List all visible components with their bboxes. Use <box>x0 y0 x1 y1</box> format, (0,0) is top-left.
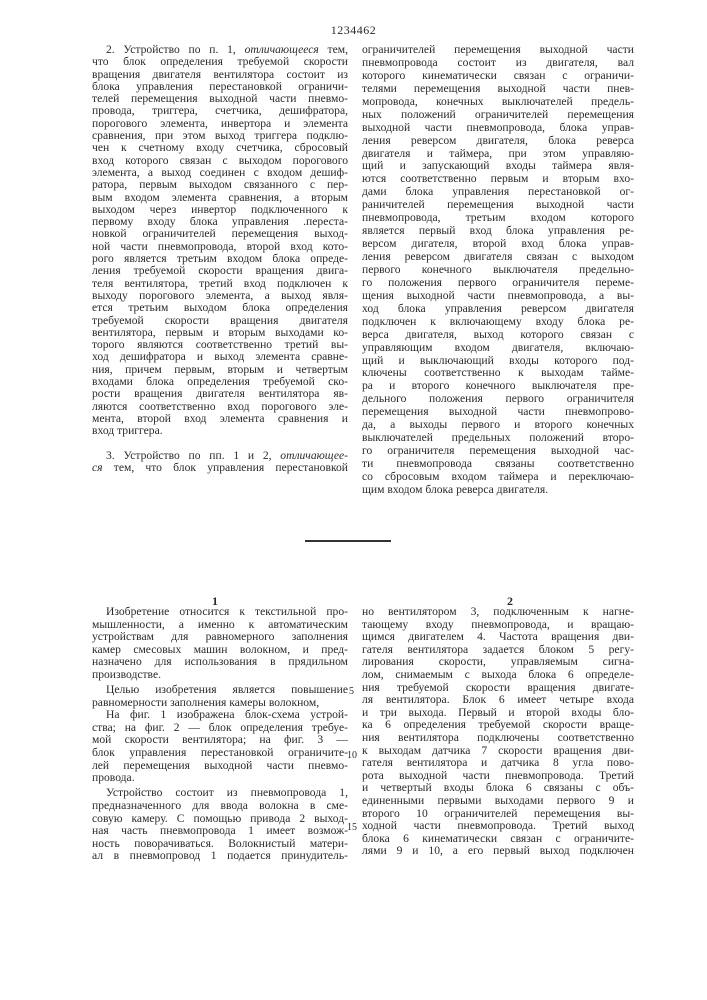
text-line: и четвертый входы блока 6 связаны с объ- <box>362 782 634 795</box>
text-line: устройствам для равномерного заполнения <box>92 631 348 644</box>
text-line: блока управления перестановкой ограничи- <box>92 81 348 93</box>
text-line: первого конечного выключателя предельно- <box>362 264 634 277</box>
text-line: лирования скорости, управляемым сигна- <box>362 656 634 669</box>
text-line: телей перемещения выходной части пневмо- <box>92 93 348 105</box>
text-line: На фиг. 1 изображена блок-схема устрой- <box>92 709 348 722</box>
text-line: тающему входу пневмопровода, и вращаю- <box>362 619 634 632</box>
text-line: требуемой скорости вращения двигателя <box>92 315 348 327</box>
text-line: верса двигателя, выход которого связан с <box>362 329 634 342</box>
text-line: производстве. <box>92 669 348 682</box>
text-line: лей перемещения выходной части пневмо- <box>92 760 348 773</box>
text-line: дами блока управления перестановкой ог- <box>362 186 634 199</box>
text-line: Целью изобретения является повышение <box>92 684 348 697</box>
text-line: щий и выключающий входы которого под- <box>362 355 634 368</box>
text-line: дельного положения первого ограничителя <box>362 393 634 406</box>
text-fragment: тем, <box>319 43 348 56</box>
text-line: мой скорости вентилятора; на фиг. 3 — <box>92 734 348 747</box>
text-line: вым входом элемента сравнения, а вторым <box>92 192 348 204</box>
text-line: вращения двигателя вентилятора состоит из <box>92 69 348 81</box>
line-number-5: 5 <box>349 686 354 697</box>
text-line: ходной части пневмопровода. Третий выход <box>362 820 634 833</box>
emphasized-term: отличающее- <box>280 449 348 462</box>
text-line: провода, триггера, счетчика, дешифратора, <box>92 105 348 117</box>
text-line: ная часть пневмопровода 1 имеет возмож- <box>92 825 348 838</box>
text-line: го ограничителя перемещения выходной час- <box>362 445 634 458</box>
text-line: мышленности, а именно к автоматическим <box>92 619 348 632</box>
text-line: мента, второй вход элемента сравнения и <box>92 413 348 425</box>
text-line: Устройство состоит из пневмопровода 1, <box>92 787 348 800</box>
text-line: подключен к включающему входу блока ре- <box>362 316 634 329</box>
text-line: щим входом блока реверса двигателя. <box>362 484 634 497</box>
text-line: щимся двигателем 4. Частота вращения дви- <box>362 631 634 644</box>
text-line: версом дигателя, второй вход блока управ- <box>362 238 634 251</box>
text-line: ра и второго конечного выключателя пре- <box>362 380 634 393</box>
text-line: ной части пневмопровода, второй вход кото- <box>92 241 348 253</box>
text-line: да, а выходы первого и второго конечных <box>362 419 634 432</box>
text-line: раничителей перемещения выходной части <box>362 199 634 212</box>
text-line: чен к счетному входу счетчика, сбросовый <box>92 142 348 154</box>
line-number-15: 15 <box>347 822 357 833</box>
text-line: ключены соответственно к выходам тайме- <box>362 367 634 380</box>
text-line: щения выходной части пневмопровода, а вы- <box>362 290 634 303</box>
claims-column-left <box>92 44 348 474</box>
text-line: назначено для использования в прядильном <box>92 656 348 669</box>
text-line: гателя вентилятора и датчика 8 угла пово- <box>362 757 634 770</box>
text-line: которого кинематически связан с ограничи- <box>362 70 634 83</box>
text-line: Изобретение относится к текстильной про- <box>92 606 348 619</box>
text-line: ля вентилятора. Блок 6 имеет четыре входа <box>362 694 634 707</box>
text-line: ность поворачиваться. Волокнистый матери- <box>92 838 348 851</box>
text-line: лом, снимаемым с выхода блока 6 определе- <box>362 669 634 682</box>
text-line: перемещения выходной части пневмопрово- <box>362 406 634 419</box>
text-line: блока 6 кинематически связан с ограничите- <box>362 833 634 846</box>
text-line: провода. <box>92 772 348 785</box>
text-line: гателя вентилятора задается блоком 5 регу- <box>362 644 634 657</box>
text-line: но вентилятором 3, подключенным к нагне- <box>362 606 634 619</box>
text-line: порогового элемента, инвертора и элемента <box>92 118 348 130</box>
text-line: телями перемещения выходной части пнев- <box>362 83 634 96</box>
column-number-1: 1 <box>212 594 218 609</box>
text-line: ка 6 определения требуемой скорости враще- <box>362 719 634 732</box>
text-line: двигателя и таймера, при этом управляю- <box>362 148 634 161</box>
text-line: пневмопровода, третьим входом которого <box>362 212 634 225</box>
text-fragment: 2. Устройство по п. 1, <box>106 43 245 56</box>
text-line: ния вентилятора подключены соответственно <box>362 732 634 745</box>
text-line: го положения первого ограничителя переме- <box>362 277 634 290</box>
text-line: что блок определения требуемой скорости <box>92 56 348 68</box>
text-line: ления требуемой скорости вращения двига- <box>92 265 348 277</box>
text-line: ляются соответственно вход порогового эле- <box>92 401 348 413</box>
emphasized-term: отличающееся <box>245 43 319 56</box>
text-line: со сбросовым входом таймера и переключаю- <box>362 471 634 484</box>
section-divider <box>305 540 391 542</box>
text-line: сравнения, при этом выход триггера подклю- <box>92 130 348 142</box>
text-line: камер смесовых машин волокном, и пред- <box>92 644 348 657</box>
column-number-2: 2 <box>507 594 513 609</box>
text-line: лями 9 и 10, а его первый выход подключен <box>362 845 634 858</box>
text-line: первому входу блока управления .переста- <box>92 216 348 228</box>
text-line: вентилятора, первым и вторым выходами ко- <box>92 327 348 339</box>
text-line: единенными первыми выходами первого 9 и <box>362 795 634 808</box>
text-line: блок управления перестановкой ограничите- <box>92 747 348 760</box>
text-line: мопровода, конечных выключателей предель- <box>362 96 634 109</box>
text-line: выходной части пневмопровода, блока управ- <box>362 122 634 135</box>
text-line: ограничителей перемещения выходной части <box>362 44 634 57</box>
text-line: ется третьим выходом блока определения <box>92 302 348 314</box>
text-line: ратора, первым выходом связанного с пер- <box>92 179 348 191</box>
text-line: ал в пневмопровод 1 подается принудитель- <box>92 850 348 863</box>
line-number-10: 10 <box>347 750 357 761</box>
text-line: предназначенного для ввода волокна в сме- <box>92 800 348 813</box>
claims-column-right <box>362 44 634 497</box>
text-line: управляющим входом двигателя, включаю- <box>362 342 634 355</box>
text-line: ния требуемой скорости вращения двигате- <box>362 682 634 695</box>
text-line: выходу порогового элемента, а выход явля- <box>92 290 348 302</box>
text-line: торого являются соответственно третий вы- <box>92 339 348 351</box>
text-line: ных положений ограничителей перемещения <box>362 109 634 122</box>
text-line: равномерности заполнения камеры волокном, <box>92 697 348 710</box>
text-line: элемента, а выход соединен с входом дешиф- <box>92 167 348 179</box>
description-column-2 <box>362 606 634 858</box>
text-line: вход триггера. <box>92 425 348 437</box>
text-line: к выходам датчика 7 скорости вращения дви- <box>362 745 634 758</box>
text-line: ния, причем первым, вторым и четвертым <box>92 364 348 376</box>
text-line: ства; на фиг. 2 — блок определения требуе- <box>92 722 348 735</box>
text-line: теля вентилятора, третий вход подключен к <box>92 278 348 290</box>
text-line: ления реверсом двигателя, блока реверса <box>362 135 634 148</box>
text-line: является первый вход блока управления ре- <box>362 225 634 238</box>
text-line: вход которого связан с выходом порогового <box>92 155 348 167</box>
text-line: рота выходной части пневмопровода. Третий <box>362 770 634 783</box>
text-line: выключателей предельных положений второ- <box>362 432 634 445</box>
text-line: и три выхода. Первый и второй входы бло- <box>362 707 634 720</box>
emphasized-term: ся <box>92 461 103 474</box>
text-line: пневмопровода состоит из двигателя, вал <box>362 57 634 70</box>
text-line: совую камеру. С помощью привода 2 выход- <box>92 813 348 826</box>
text-line <box>92 462 348 474</box>
text-line: рости вращения двигателя вентилятора яв- <box>92 388 348 400</box>
text-line: ти пневмопровода связаны соответственно <box>362 458 634 471</box>
text-line: входами блока определения требуемой ско- <box>92 376 348 388</box>
text-line: ход блока управления реверсом двигателя <box>362 303 634 316</box>
patent-number: 1234462 <box>0 23 707 38</box>
description-column-1 <box>92 606 348 863</box>
text-fragment: тем, что блок управления перестановкой <box>103 461 348 474</box>
text-line: второго 10 ограничителей перемещения вы- <box>362 808 634 821</box>
text-line: ются соответственно первым и вторым вхо- <box>362 173 634 186</box>
text-fragment: 3. Устройство по пп. 1 и 2, <box>106 449 280 462</box>
text-line: щий и запускающий входы таймера явля- <box>362 160 634 173</box>
text-line: ления реверсом двигателя связан с выходом <box>362 251 634 264</box>
text-line: рого является третьим входом блока опреде- <box>92 253 348 265</box>
text-line: выходом через инвертор подключенного к <box>92 204 348 216</box>
text-line: новкой ограничителей перемещения выход- <box>92 228 348 240</box>
text-line: ход дешифратора и выход элемента сравне- <box>92 351 348 363</box>
